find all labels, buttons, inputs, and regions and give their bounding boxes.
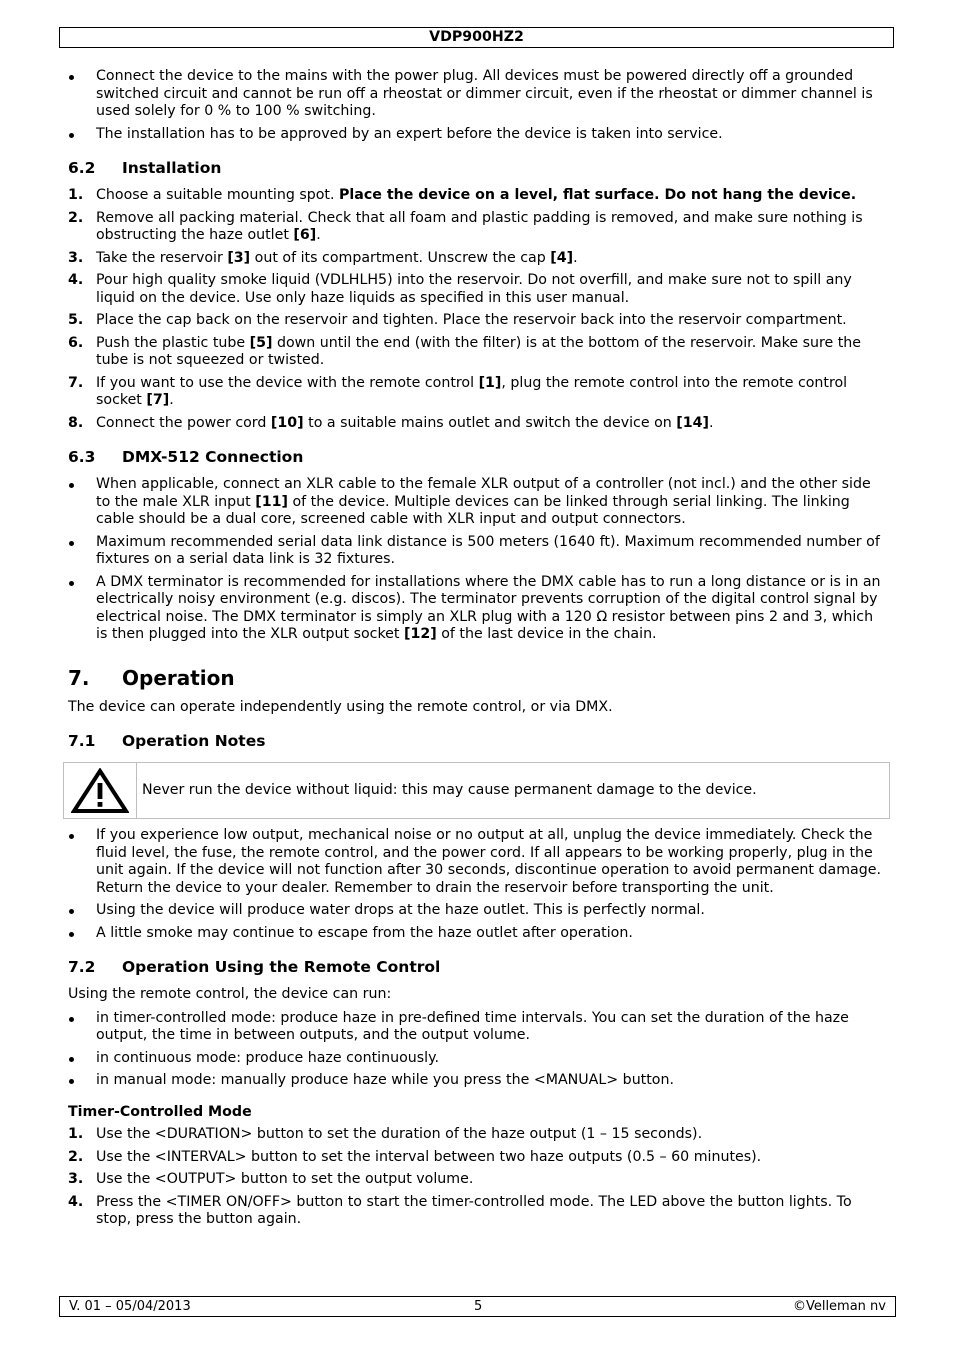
list-item-text: Place the cap back on the reservoir and tighten. Place the reservoir back into the reservoir compartment. — [96, 312, 847, 328]
list-item-text: A DMX terminator is recommended for installations where the DMX cable has to run a long distance or is in an electrically noisy environment (e.g. discos). The terminator prevents corruption of the digital control signal by electrical noise. The DMX terminator is simply an XLR plug with a 120 Ω resistor between pins 2 and 3, which is then plugged into the XLR output socket [12] of the last device in the chain. — [96, 573, 881, 642]
bullet-icon — [69, 581, 74, 586]
step-number: 3. — [68, 249, 84, 266]
list-item — [68, 534, 883, 569]
step-number: 1. — [68, 187, 84, 203]
list-item-text: Use the <OUTPUT> button to set the output volume. — [96, 1171, 474, 1187]
list-item-text: A little smoke may continue to escape from the haze outlet after operation. — [96, 924, 633, 941]
operation-notes-bullets — [68, 827, 883, 942]
bullet-icon — [69, 1079, 74, 1084]
list-item-text: Connect the power cord [10] to a suitable mains outlet and switch the device on [14]. — [96, 414, 714, 431]
step-number: 1. — [68, 1126, 84, 1142]
step-number: 2. — [68, 1148, 84, 1165]
list-item-text: Remove all packing material. Check that all foam and plastic padding is removed, and make sure nothing is obstructing the haze outlet [6]. — [96, 209, 863, 243]
list-item — [68, 574, 883, 644]
list-item — [68, 1171, 883, 1189]
intro-bullets — [68, 68, 883, 143]
remote-intro: Using the remote control, the device can run: — [68, 986, 392, 1002]
list-item — [68, 1126, 883, 1144]
section-heading-6-3: 6.3 DMX-512 Connection — [68, 448, 304, 466]
list-item-text: Press the <TIMER ON/OFF> button to start the timer-controlled mode. The LED above the button lights. To stop, press the button again. — [96, 1193, 852, 1227]
remote-modes-bullets — [68, 1010, 883, 1090]
installation-steps — [68, 187, 883, 432]
list-item-text: Pour high quality smoke liquid (VDLHLH5) into the reservoir. Do not overfill, and make sure not to spill any liquid on the device. Use only haze liquids as specified in this user manual. — [96, 272, 852, 306]
list-item — [68, 1050, 883, 1068]
section-heading-7: 7. Operation — [68, 665, 235, 690]
list-item-text: Push the plastic tube [5] down until the end (with the filter) is at the bottom of the reservoir. Make sure the tube is not squeezed or twisted. — [96, 334, 862, 368]
section-heading-6-2: 6.2 Installation — [68, 159, 222, 177]
list-item-text: Maximum recommended serial data link distance is 500 meters (1640 ft). Maximum recommended number of fixtures on a serial data link is 32 fixtures. — [96, 533, 880, 567]
warning-triangle-icon — [64, 763, 137, 818]
warning-box — [63, 762, 890, 819]
list-item — [68, 126, 883, 144]
list-item — [68, 187, 883, 205]
bullet-text: The installation has to be approved by an expert before the device is taken into service. — [96, 125, 723, 142]
list-item — [68, 902, 883, 920]
step-number: 4. — [68, 272, 84, 288]
list-item — [68, 827, 883, 897]
step-number: 4. — [68, 1193, 84, 1210]
step-number: 8. — [68, 414, 84, 431]
bullet-icon — [69, 1017, 74, 1022]
list-item-text: in timer-controlled mode: produce haze in pre-defined time intervals. You can set the duration of the haze output, the time in between outputs, and the output volume. — [96, 1009, 849, 1043]
step-number: 2. — [68, 209, 84, 226]
list-item — [68, 335, 883, 370]
list-item-text: Use the <DURATION> button to set the duration of the haze output (1 – 15 seconds). — [96, 1126, 703, 1142]
timer-steps — [68, 1126, 883, 1229]
warning-text: Never run the device without liquid: this may cause permanent damage to the device. — [142, 781, 757, 798]
list-item — [68, 210, 883, 245]
operation-intro: The device can operate independently using the remote control, or via DMX. — [68, 698, 613, 715]
page-header — [59, 27, 894, 48]
header-title: VDP900HZ2 — [429, 29, 524, 45]
timer-mode-heading: Timer-Controlled Mode — [68, 1103, 252, 1120]
list-item-text: Use the <INTERVAL> button to set the interval between two haze outputs (0.5 – 60 minutes). — [96, 1148, 762, 1165]
bullet-icon — [69, 932, 74, 937]
list-item-text: If you experience low output, mechanical noise or no output at all, unplug the device immediately. Check the fluid level, the fuse, the remote control, and the power cord. If all appears to be working properly, plug in the unit again. If the device will not function after 30 seconds, discontinue operation to avoid permanent damage. Return the device to your dealer. Remember to drain the reservoir before transporting the unit. — [96, 827, 881, 896]
bullet-icon — [69, 1057, 74, 1062]
list-item-text: in continuous mode: produce haze continuously. — [96, 1049, 439, 1066]
bullet-icon — [69, 541, 74, 546]
bullet-icon — [69, 483, 74, 488]
footer-page-number: 5 — [474, 1299, 483, 1314]
list-item — [68, 1010, 883, 1045]
step-number: 7. — [68, 374, 84, 391]
list-item — [68, 375, 883, 410]
list-item-text: Take the reservoir [3] out of its compartment. Unscrew the cap [4]. — [96, 249, 578, 266]
list-item-text: When applicable, connect an XLR cable to the female XLR output of a controller (not incl.) and the other side to the male XLR input [11] of the device. Multiple devices can be linked through serial linking. The linking cable should be a dual core, screened cable with XLR input and output connectors. — [96, 476, 871, 527]
list-item — [68, 68, 883, 121]
bullet-text: Connect the device to the mains with the power plug. All devices must be powered directly off a grounded switched circuit and cannot be run off a rheostat or dimmer circuit, even if the rheostat or dimmer channel is used solely for 0 % to 100 % switching. — [96, 68, 873, 119]
list-item-text: Using the device will produce water drops at the haze outlet. This is perfectly normal. — [96, 902, 705, 918]
list-item — [68, 250, 883, 268]
list-item — [68, 415, 883, 433]
list-item — [68, 1072, 883, 1090]
list-item-text: in manual mode: manually produce haze while you press the <MANUAL> button. — [96, 1072, 674, 1088]
list-item — [68, 1149, 883, 1167]
step-number: 5. — [68, 312, 84, 328]
list-item — [68, 312, 883, 330]
step-number: 3. — [68, 1171, 84, 1187]
footer-version: V. 01 – 05/04/2013 — [69, 1299, 191, 1314]
list-item-text: Choose a suitable mounting spot. Place the device on a level, flat surface. Do not hang the device. — [96, 187, 857, 203]
page-footer — [59, 1296, 896, 1317]
list-item-text: If you want to use the device with the remote control [1], plug the remote control into the remote control socket [7]. — [96, 374, 848, 408]
list-item — [68, 1194, 883, 1229]
page-content — [68, 68, 883, 1234]
footer-copyright: ©Velleman nv — [792, 1299, 886, 1314]
list-item — [68, 476, 883, 529]
step-number: 6. — [68, 334, 84, 351]
list-item — [68, 272, 883, 307]
dmx-bullets — [68, 476, 883, 644]
section-heading-7-2: 7.2 Operation Using the Remote Control — [68, 958, 441, 976]
bullet-icon — [69, 834, 74, 839]
bullet-icon — [69, 909, 74, 914]
bullet-icon — [69, 75, 74, 80]
bullet-icon — [69, 133, 74, 138]
list-item — [68, 925, 883, 943]
section-heading-7-1: 7.1 Operation Notes — [68, 732, 266, 750]
